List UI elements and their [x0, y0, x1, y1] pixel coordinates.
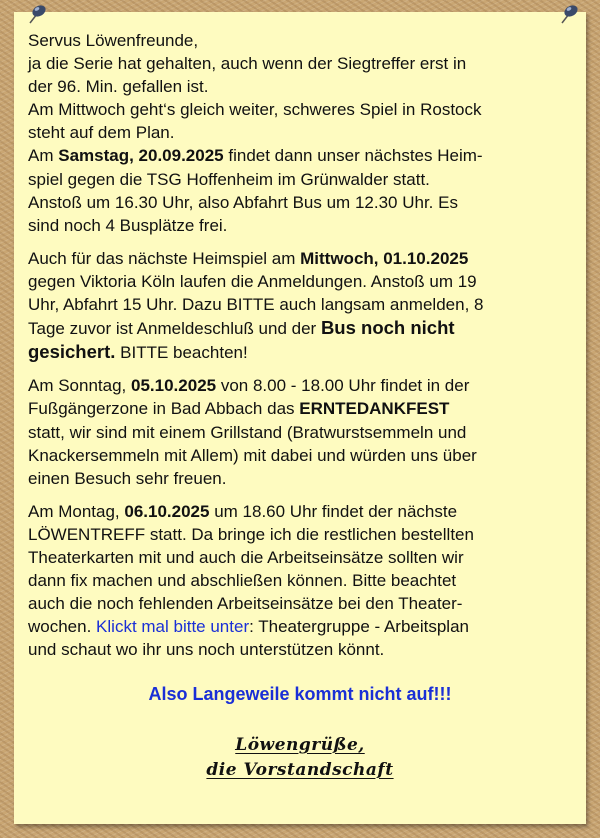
text-line: [28, 316, 586, 340]
loewentreff-paragraph: [28, 500, 586, 662]
text-line: [28, 144, 586, 167]
slogan: Also Langeweile kommt nicht auf!!!: [148, 684, 452, 705]
date-saturday: Samstag, 20.09.2025: [58, 146, 224, 166]
text-line: LÖWENTREFF statt. Da bringe ich die restlichen bestellten: [28, 524, 474, 544]
text-span: Am Sonntag,: [28, 376, 132, 396]
text-line: Uhr, Abfahrt 15 Uhr. Dazu BITTE auch langsam anmelden, 8: [28, 295, 484, 315]
text-line: [28, 340, 586, 364]
pushpin-icon: [558, 3, 580, 25]
text-line: [28, 615, 586, 638]
text-line: einen Besuch sehr freuen.: [28, 468, 227, 488]
text-span: um 18.60 Uhr findet der nächste: [209, 501, 458, 521]
text-line: [28, 374, 586, 397]
text-line: gegen Viktoria Köln laufen die Anmeldungen. Anstoß um 19: [28, 271, 477, 291]
text-span: Fußgängerzone in Bad Abbach das: [28, 399, 300, 419]
text-span: BITTE beachten!: [115, 343, 248, 363]
event-name: ERNTEDANKFEST: [299, 399, 450, 419]
signature-line: die Vorstandschaft: [206, 759, 394, 780]
text-line: steht auf dem Plan.: [28, 123, 175, 143]
text-line: Anstoß um 16.30 Uhr, also Abfahrt Bus um 12.30 Uhr. Es: [28, 192, 458, 212]
text-line: und schaut wo ihr uns noch unterstützen könnt.: [28, 640, 385, 660]
text-line: dann fix machen und abschließen können. Bitte beachtet: [28, 571, 457, 591]
signature-line: Löwengrüße,: [235, 734, 365, 755]
text-span: von 8.00 - 18.00 Uhr findet in der: [216, 376, 470, 396]
bus-warning-cont: gesichert.: [28, 341, 116, 363]
text-line: Knackersemmeln mit Allem) mit dabei und würden uns über: [28, 445, 477, 465]
text-line: sind noch 4 Busplätze frei.: [28, 215, 228, 235]
date-sunday: 05.10.2025: [131, 376, 217, 396]
text-span: Am Montag,: [28, 501, 125, 521]
text-line: spiel gegen die TSG Hoffenheim im Grünwalder statt.: [28, 169, 430, 189]
date-wednesday: Mittwoch, 01.10.2025: [300, 248, 469, 268]
theater-link[interactable]: Klickt mal bitte unter: [96, 617, 250, 637]
date-monday: 06.10.2025: [124, 501, 210, 521]
text-span: Auch für das nächste Heimspiel am: [28, 248, 301, 268]
text-line: Theaterkarten mit und auch die Arbeitseinsätze sollten wir: [28, 547, 464, 567]
text-line: Am Mittwoch geht‘s gleich weiter, schweres Spiel in Rostock: [28, 100, 482, 120]
harvest-festival-paragraph: [28, 374, 586, 489]
bus-warning: Bus noch nicht: [320, 317, 455, 339]
pushpin-icon: [26, 3, 48, 25]
greeting: Servus Löwenfreunde,: [28, 31, 199, 50]
text-line: statt, wir sind mit einem Grillstand (Bratwurstsemmeln und: [28, 422, 467, 442]
note-paper: [14, 12, 586, 824]
text-span: Am: [28, 146, 59, 166]
text-span: findet dann unser nächstes Heim-: [223, 146, 483, 166]
intro-paragraph: [28, 29, 586, 237]
text-line: [28, 397, 586, 420]
text-line: auch die noch fehlenden Arbeitseinsätze bei den Theater-: [28, 594, 463, 614]
signature: [14, 733, 586, 783]
text-line: [28, 500, 586, 523]
text-span: Tage zuvor ist Anmeldeschluß und der: [28, 319, 321, 339]
text-line: der 96. Min. gefallen ist.: [28, 77, 209, 97]
text-line: [28, 247, 586, 270]
text-span: wochen.: [28, 617, 97, 637]
text-line: ja die Serie hat gehalten, auch wenn der Siegtreffer erst in: [28, 54, 467, 74]
text-span: : Theatergruppe - Arbeitsplan: [249, 617, 469, 637]
wednesday-paragraph: [28, 247, 586, 364]
